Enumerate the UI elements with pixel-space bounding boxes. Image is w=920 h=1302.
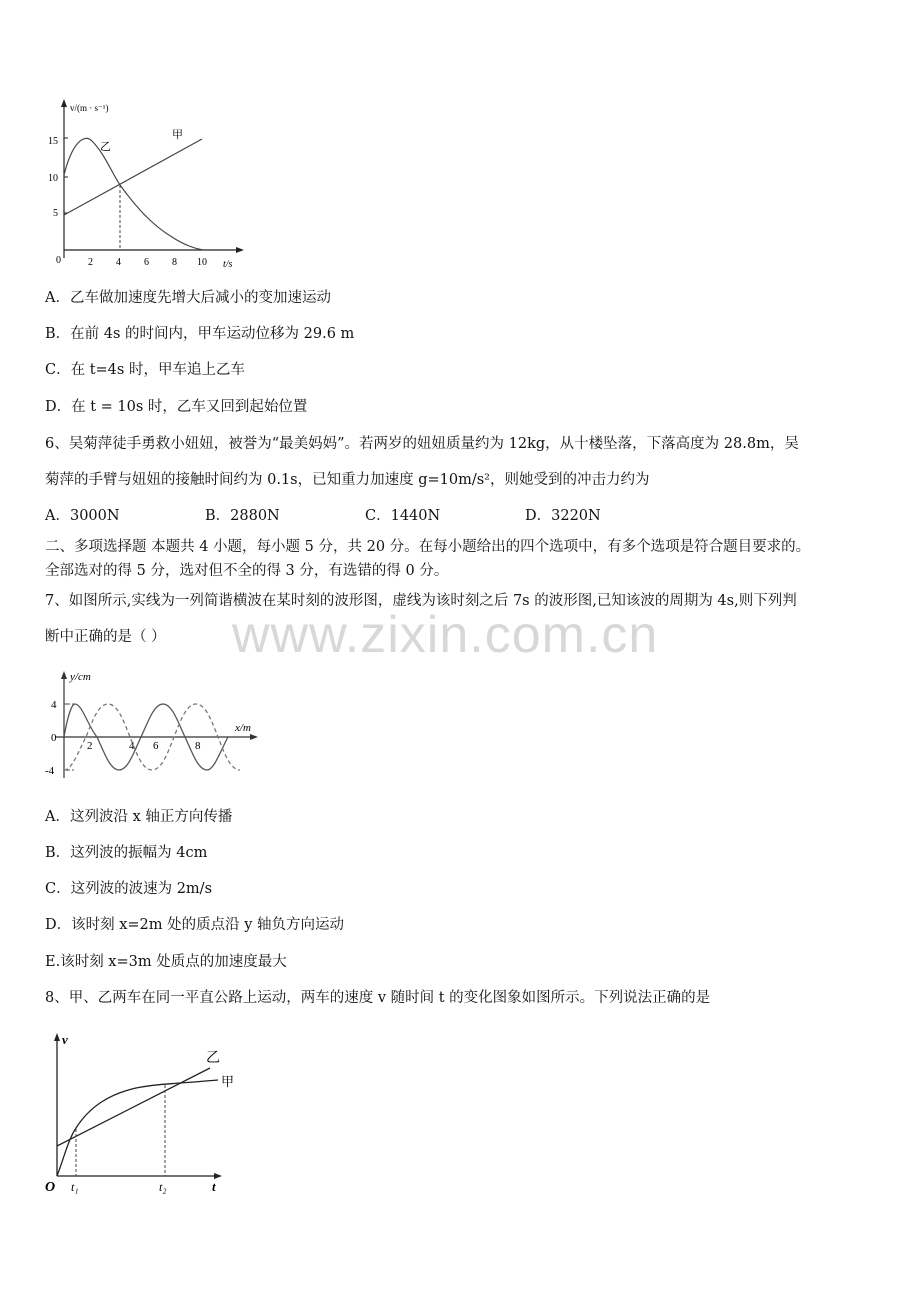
yi-line (57, 1068, 210, 1146)
q6-stem-line1: 6、吴菊萍徒手勇救小妞妞，被誉为“最美妈妈”。若两岁的妞妞质量约为 12kg，从十楼坠落，下落高度为 28.8m，吴 (45, 436, 799, 452)
t2-label: t₂ (159, 1180, 167, 1194)
x-tick-10: 10 (197, 257, 207, 268)
q7-option-d[interactable]: D．该时刻 x=2m 处的质点沿 y 轴负方向运动 (45, 917, 345, 933)
y-tick-0: 0 (51, 732, 57, 744)
q5-option-d[interactable]: D．在 t = 10s 时，乙车又回到起始位置 (45, 399, 308, 415)
figure-vt-graph-2 (40, 1028, 250, 1198)
label-jia: 甲 (172, 129, 183, 141)
x-axis-label: t (212, 1179, 216, 1194)
origin-label: O (45, 1180, 56, 1195)
q5-option-a[interactable]: A．乙车做加速度先增大后减小的变加速运动 (45, 290, 331, 306)
y-axis-unit: y/cm (70, 671, 91, 683)
q5-option-b[interactable]: B．在前 4s 的时间内，甲车运动位移为 29.6 m (45, 326, 355, 342)
x-tick-2: 2 (87, 740, 93, 752)
yi-curve (64, 138, 204, 250)
q6-option-c[interactable]: C．1440N (365, 508, 441, 524)
q7-stem-line1: 7、如图所示,实线为一列简谐横波在某时刻的波形图，虚线为该时刻之后 7s 的波形图,已知该波的周期为 4s,则下列判 (45, 593, 797, 609)
jia-line (64, 139, 202, 215)
y-tick-10: 10 (48, 173, 58, 184)
q6-option-b[interactable]: B．2880N (205, 508, 280, 524)
q7-option-e[interactable]: E.该时刻 x=3m 处质点的加速度最大 (45, 954, 287, 970)
q6-option-a[interactable]: A．3000N (45, 508, 120, 524)
figure-wave-graph (42, 668, 272, 783)
y-axis-label: v (62, 1032, 68, 1047)
section2-line2: 全部选对的得 5 分，选对但不全的得 3 分，有选错的得 0 分。 (45, 563, 449, 579)
q7-option-c[interactable]: C．这列波的波速为 2m/s (45, 881, 213, 897)
label-yi: 乙 (206, 1051, 220, 1066)
y-tick-4: 4 (51, 699, 57, 711)
figure-vt-graph-1 (40, 95, 250, 275)
q6-option-d[interactable]: D．3220N (525, 508, 601, 524)
watermark: www.zixin.com.cn (232, 606, 659, 664)
jia-curve (57, 1080, 218, 1176)
x-tick-4: 4 (129, 740, 135, 752)
t1-label: t₁ (71, 1180, 79, 1194)
x-tick-4: 4 (116, 257, 121, 268)
label-yi: 乙 (100, 141, 111, 153)
y-tick-15: 15 (48, 136, 58, 147)
x-tick-6: 6 (144, 257, 149, 268)
x-axis-unit: t/s (223, 259, 233, 270)
q7-stem-line2: 断中正确的是（ ） (45, 629, 166, 645)
q7-option-b[interactable]: B．这列波的振幅为 4cm (45, 845, 208, 861)
label-jia: 甲 (221, 1074, 235, 1089)
q5-option-c[interactable]: C．在 t=4s 时，甲车追上乙车 (45, 362, 245, 378)
x-tick-0: 0 (56, 255, 61, 266)
q6-stem-line2: 菊萍的手臂与妞妞的接触时间约为 0.1s，已知重力加速度 g=10m/s²，则她受到的冲击力约为 (45, 472, 650, 488)
x-tick-8: 8 (195, 740, 201, 752)
q7-option-a[interactable]: A．这列波沿 x 轴正方向传播 (45, 809, 233, 825)
x-tick-8: 8 (172, 257, 177, 268)
y-tick-5: 5 (53, 208, 58, 219)
q8-stem-line1: 8、甲、乙两车在同一平直公路上运动，两车的速度 v 随时间 t 的变化图象如图所示。下列说法正确的是 (45, 990, 711, 1006)
x-tick-6: 6 (153, 740, 159, 752)
y-axis-unit: v/(m · s⁻¹) (70, 103, 109, 113)
section2-line1: 二、多项选择题 本题共 4 小题，每小题 5 分，共 20 分。在每小题给出的四个选项中，有多个选项是符合题目要求的。 (45, 539, 811, 555)
x-axis-unit: x/m (235, 722, 251, 734)
y-tick-neg4: -4 (45, 765, 55, 777)
x-tick-2: 2 (88, 257, 93, 268)
